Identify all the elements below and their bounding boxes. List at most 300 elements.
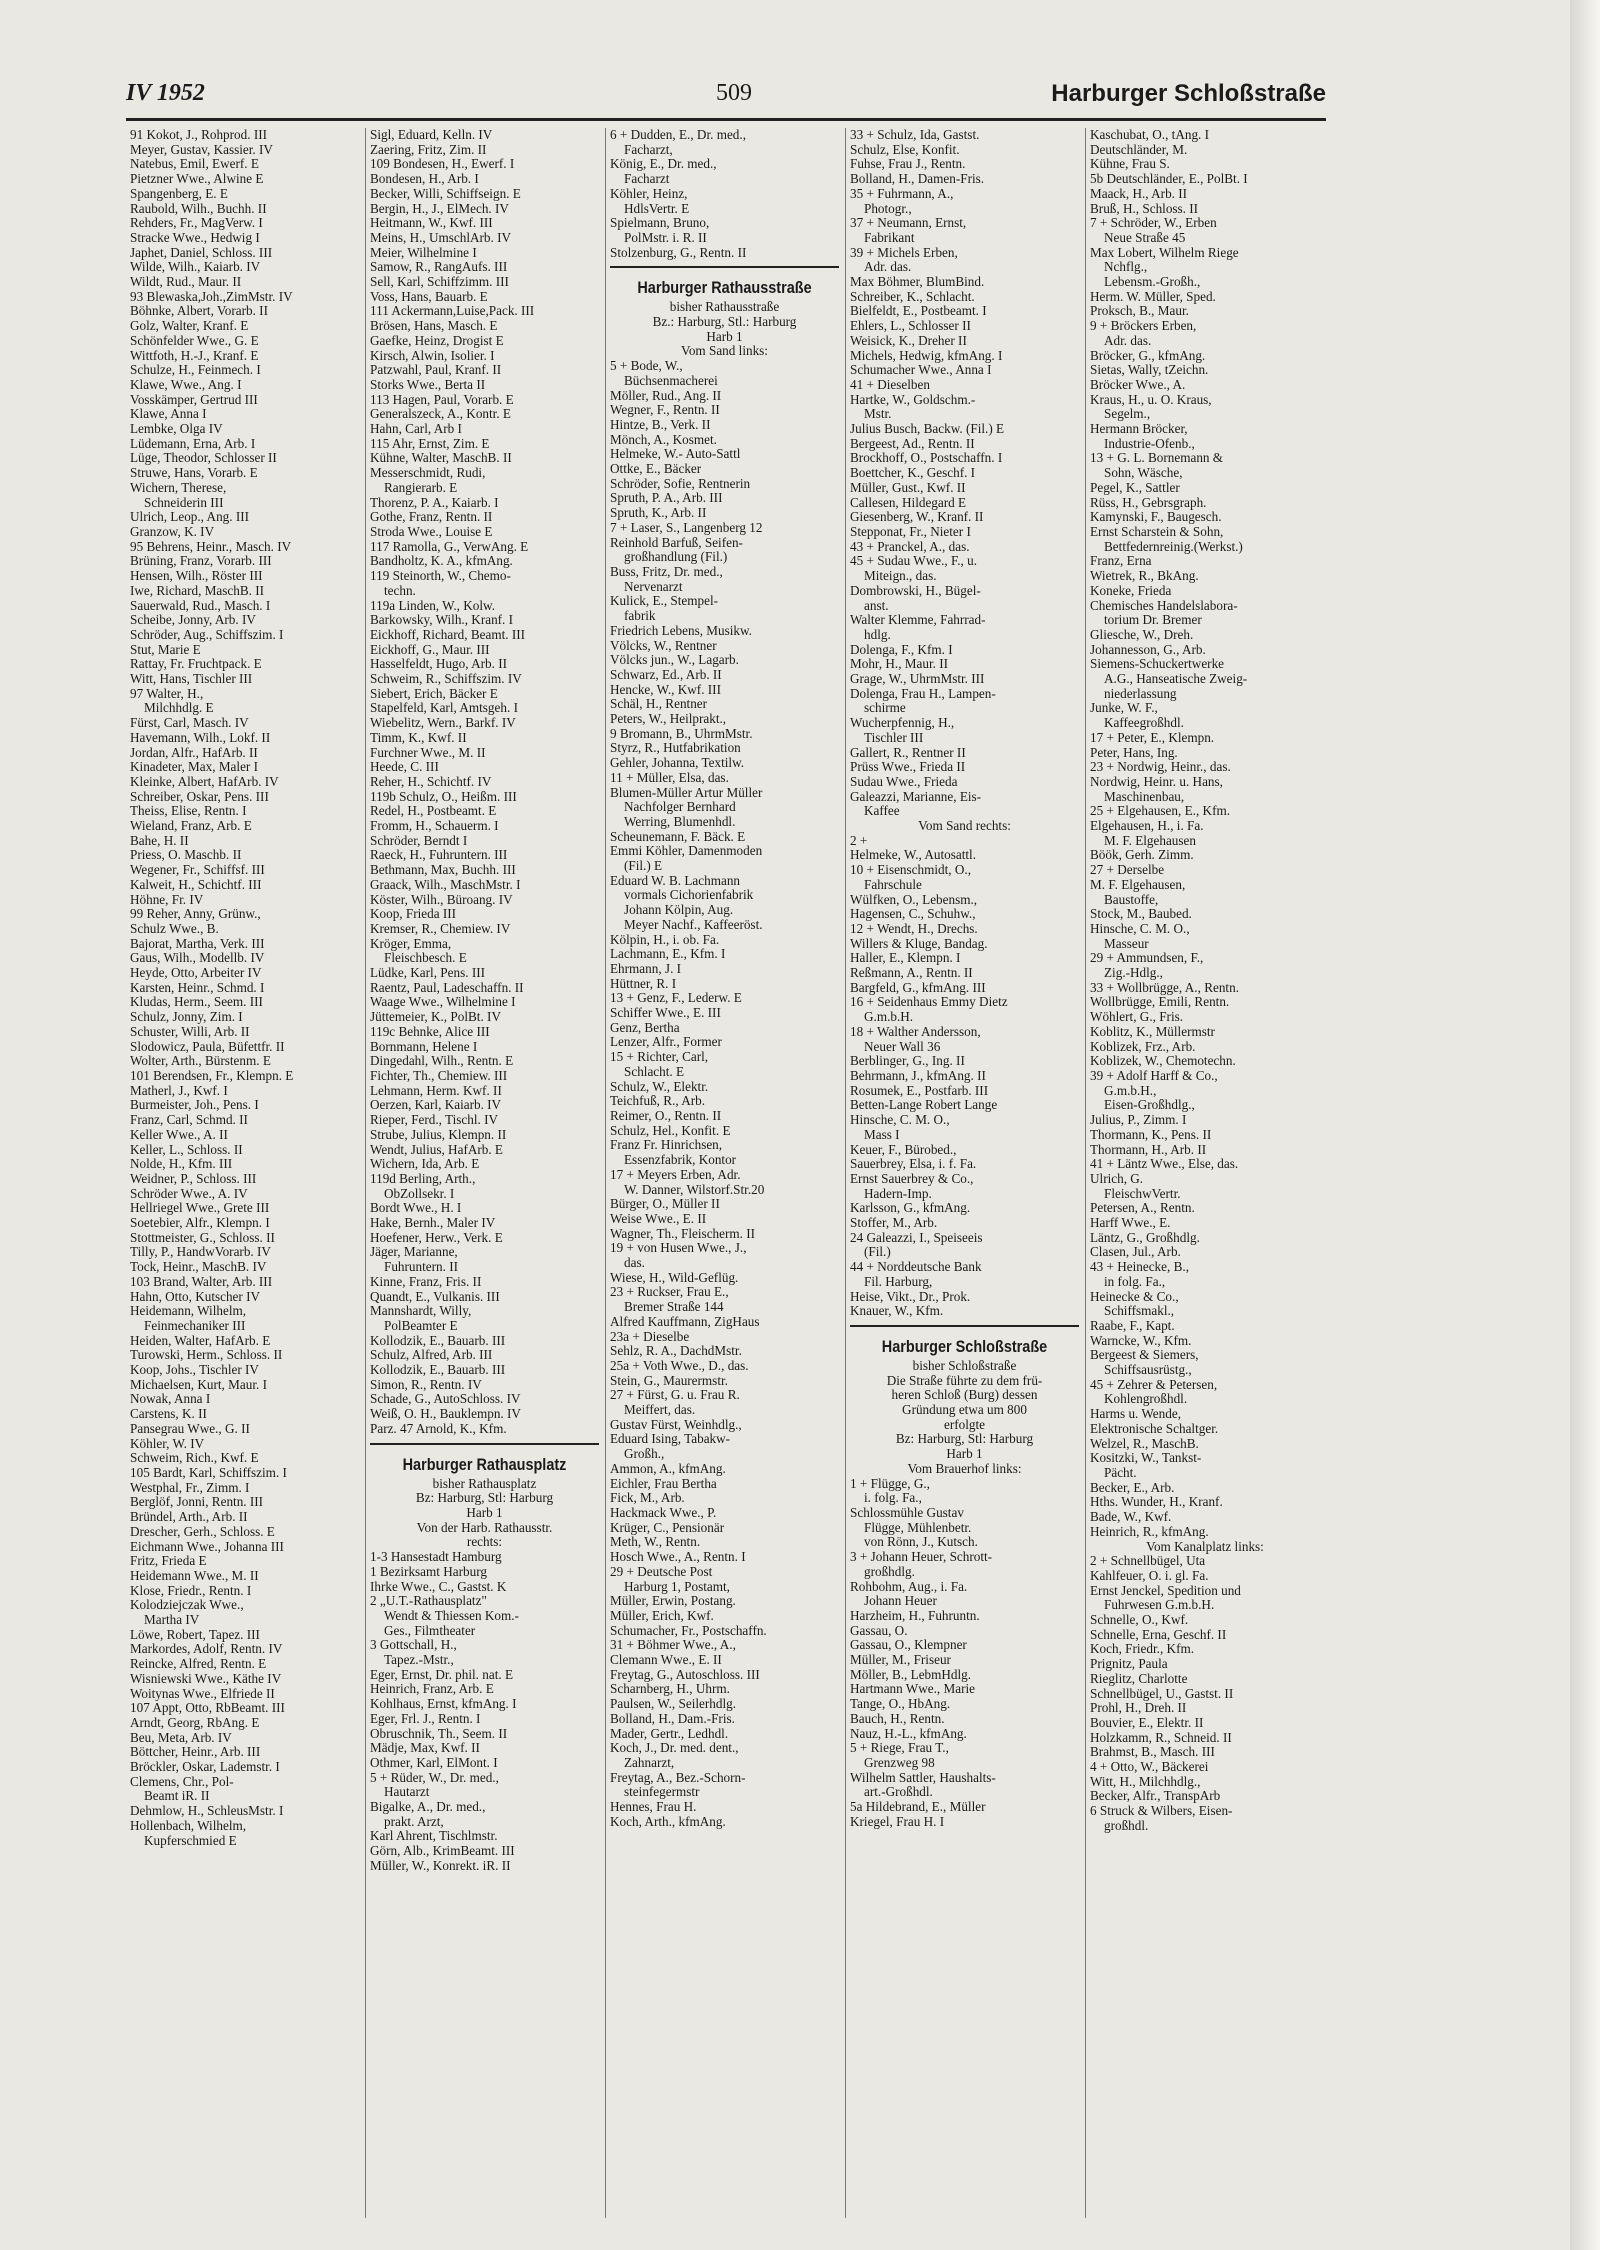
directory-entry: 1 + Flügge, G., xyxy=(850,1476,930,1491)
directory-entry: Kulick, E., Stempel- xyxy=(610,594,719,609)
directory-entry: Hencke, W., Kwf. III xyxy=(610,682,721,697)
street-title: Harburger Rathausplatz xyxy=(402,1454,567,1474)
directory-entry: Parz. 47 Arnold, K., Kfm. xyxy=(370,1421,507,1436)
entry-continuation: Großh., xyxy=(624,1447,665,1462)
directory-entry: 5 + Rüder, W., Dr. med., xyxy=(370,1770,499,1785)
directory-entry: Proksch, B., Maur. xyxy=(1090,304,1189,319)
directory-entry: Oerzen, Karl, Kaiarb. IV xyxy=(370,1098,502,1113)
directory-entry: 35 + Fuhrmann, A., xyxy=(850,186,954,201)
directory-entry: Karl Ahrent, Tischlmstr. xyxy=(370,1829,498,1844)
directory-entry: Sigl, Eduard, Kelln. IV xyxy=(370,128,493,142)
directory-entry: Rohbohm, Aug., i. Fa. xyxy=(850,1579,968,1594)
entry-continuation: Bremer Straße 144 xyxy=(624,1300,724,1315)
directory-entry: Golz, Walter, Kranf. E xyxy=(130,319,249,334)
directory-entry: 2 + xyxy=(850,833,868,848)
directory-entry: Harff Wwe., E. xyxy=(1090,1216,1171,1231)
column-4 xyxy=(846,128,1086,2218)
directory-entry: Michels, Hedwig, kfmAng. I xyxy=(850,348,1003,363)
directory-entry: Messerschmidt, Rudi, xyxy=(370,466,486,481)
directory-entry: Wilhelm Sattler, Haushalts- xyxy=(850,1770,996,1785)
directory-entry: Köster, Wilh., Büroang. IV xyxy=(370,892,513,907)
directory-entry: Klose, Friedr., Rentn. I xyxy=(130,1583,252,1598)
directory-entry: Nauz, H.-L., kfmAng. xyxy=(850,1726,967,1741)
directory-entry: Koneke, Frieda xyxy=(1090,583,1172,598)
section-note: Bz: Harburg, Stl: Harburg xyxy=(415,1491,554,1506)
directory-entry: Weise Wwe., E. II xyxy=(610,1211,707,1226)
directory-entry: Fick, M., Arb. xyxy=(610,1491,685,1506)
directory-entry: 7 + Laser, S., Langenberg 12 xyxy=(610,520,763,535)
directory-entry: Max Böhmer, BlumBind. xyxy=(850,275,985,290)
directory-entry: 5a Hildebrand, E., Müller xyxy=(850,1800,986,1815)
directory-entry: Slodowicz, Paula, Büfettfr. II xyxy=(130,1039,285,1054)
directory-entry: 43 + Heinecke, B., xyxy=(1090,1260,1189,1275)
directory-entry: Hosch Wwe., A., Rentn. I xyxy=(610,1550,746,1565)
directory-entry: Bajorat, Martha, Verk. III xyxy=(130,936,265,951)
directory-entry: Callesen, Hildegard E xyxy=(850,495,967,510)
directory-entry: Julius Busch, Backw. (Fil.) E xyxy=(850,422,1005,437)
entry-continuation: Hautarzt xyxy=(384,1785,430,1800)
directory-entry: Bahe, H. II xyxy=(130,833,189,848)
entry-continuation: hdlg. xyxy=(864,627,891,642)
directory-entry: 15 + Richter, Carl, xyxy=(610,1050,709,1065)
entry-continuation: Nachfolger Bernhard xyxy=(624,800,736,815)
entry-continuation: art.-Großhdl. xyxy=(864,1785,933,1800)
directory-entry: Franz, Carl, Schmd. II xyxy=(130,1113,248,1128)
directory-entry: Ernst Scharstein & Sohn, xyxy=(1090,524,1224,539)
directory-entry: Quandt, E., Vulkanis. III xyxy=(370,1289,500,1304)
section-note: bisher Schloßstraße xyxy=(912,1358,1017,1373)
directory-entry: Markordes, Adolf, Rentn. IV xyxy=(130,1642,283,1657)
directory-entry: 109 Bondesen, H., Ewerf. I xyxy=(370,157,515,172)
directory-entry: Brösen, Hans, Masch. E xyxy=(370,319,498,334)
directory-entry: 23 + Nordwig, Heinr., das. xyxy=(1090,760,1231,775)
directory-entry: Schulz, Hel., Konfit. E xyxy=(610,1123,731,1138)
directory-entry: 17 + Meyers Erben, Adr. xyxy=(610,1167,741,1182)
directory-entry: Freytag, A., Bez.-Schorn- xyxy=(610,1770,746,1785)
directory-entry: Carstens, K. II xyxy=(130,1407,207,1422)
directory-entry: 5 + Bode, W., xyxy=(610,359,683,374)
directory-entry: Ernst Sauerbrey & Co., xyxy=(850,1171,974,1186)
directory-entry: Storks Wwe., Berta II xyxy=(370,377,486,392)
directory-entry: Siemens-Schuckertwerke xyxy=(1090,657,1225,672)
directory-entry: Heinrich, Franz, Arb. E xyxy=(370,1682,494,1697)
directory-entry: 93 Blewaska,Joh.,ZimMstr. IV xyxy=(130,289,293,304)
directory-entry: Görn, Alb., KrimBeamt. III xyxy=(370,1844,515,1859)
directory-entry: Heyde, Otto, Arbeiter IV xyxy=(130,966,262,981)
directory-entry: Heiden, Walter, HafArb. E xyxy=(130,1333,271,1348)
directory-entry: Heidemann Wwe., M. II xyxy=(130,1568,259,1583)
directory-entry: Maack, H., Arb. II xyxy=(1090,186,1188,201)
entry-continuation: Rangierarb. E xyxy=(384,480,458,495)
directory-entry: Schulz, Alfred, Arb. III xyxy=(370,1348,493,1363)
directory-entry: Wittfoth, H.-J., Kranf. E xyxy=(130,348,259,363)
directory-entry: Reinhold Barfuß, Seifen- xyxy=(610,535,743,550)
entry-continuation: Neuer Wall 36 xyxy=(864,1039,941,1054)
entry-continuation: HdlsVertr. E xyxy=(624,201,690,216)
directory-entry: M. F. Elgehausen, xyxy=(1090,877,1186,892)
directory-entry: Blumen-Müller Artur Müller xyxy=(610,785,763,800)
directory-entry: Sell, Karl, Schiffzimm. III xyxy=(370,275,509,290)
directory-entry: 27 + Derselbe xyxy=(1090,863,1165,878)
directory-entry: Walter Klemme, Fahrrad- xyxy=(850,613,986,628)
section-note: Die Straße führte zu dem frü- xyxy=(886,1373,1043,1388)
directory-entry: Weiß, O. H., Bauklempn. IV xyxy=(370,1407,521,1422)
directory-entry: Hoefener, Herw., Verk. E xyxy=(370,1230,503,1245)
directory-entry: Ulrich, G. xyxy=(1090,1171,1144,1186)
directory-entry: Helmeke, W.- Auto-Sattl xyxy=(610,447,741,462)
entry-continuation: Grenzweg 98 xyxy=(864,1755,935,1770)
entry-continuation: Martha IV xyxy=(144,1613,200,1628)
directory-entry: Berblinger, G., Ing. II xyxy=(850,1054,965,1069)
directory-entry: Heitmann, W., Kwf. III xyxy=(370,216,493,231)
directory-entry: Wichern, Therese, xyxy=(130,480,227,495)
directory-entry: 119 Steinorth, W., Chemo- xyxy=(370,569,511,584)
entry-continuation: Fahrschule xyxy=(864,877,922,892)
entry-continuation: G.m.b.H., xyxy=(1104,1083,1157,1098)
directory-entry: Lüge, Theodor, Schlosser II xyxy=(130,451,277,466)
directory-entry: Schade, G., AutoSchloss. IV xyxy=(370,1392,521,1407)
directory-entry: Max Lobert, Wilhelm Riege xyxy=(1090,245,1239,260)
entry-continuation: Photogr., xyxy=(864,201,912,216)
directory-entry: 19 + von Husen Wwe., J., xyxy=(610,1241,747,1256)
directory-entry: Schulze, H., Feinmech. I xyxy=(130,363,261,378)
directory-entry: 29 + Deutsche Post xyxy=(610,1564,713,1579)
directory-entry: Raentz, Paul, Ladeschaffn. II xyxy=(370,980,524,995)
entry-continuation: Schiffsmakl., xyxy=(1104,1304,1175,1319)
directory-entry: 5b Deutschländer, E., PolBt. I xyxy=(1090,172,1248,187)
directory-entry: Bürger, O., Müller II xyxy=(610,1197,720,1212)
entry-continuation: Zig.-Hdlg., xyxy=(1104,966,1163,981)
directory-entry: Helmeke, W., Autosattl. xyxy=(850,848,977,863)
entry-continuation: steinfegermstr xyxy=(624,1785,700,1800)
directory-entry: Nordwig, Heinr. u. Hans, xyxy=(1090,774,1223,789)
directory-entry: Mannshardt, Willy, xyxy=(370,1304,472,1319)
directory-entry: Müller, M., Friseur xyxy=(850,1653,951,1668)
directory-entry: Johannesson, G., Arb. xyxy=(1090,642,1206,657)
directory-entry: Schiffer Wwe., E. III xyxy=(610,1006,721,1021)
directory-entry: 24 Galeazzi, I., Speiseeis xyxy=(850,1230,983,1245)
directory-entry: Samow, R., RangAufs. III xyxy=(370,260,508,275)
directory-entry: Koblitz, K., Müllermstr xyxy=(1090,1024,1215,1039)
directory-entry: Junke, W. F., xyxy=(1090,701,1158,716)
column-1 xyxy=(126,128,366,2218)
entry-continuation: Facharzt xyxy=(624,172,670,187)
directory-entry: Spruth, P. A., Arb. III xyxy=(610,491,723,506)
directory-entry: Bade, W., Kwf. xyxy=(1090,1510,1172,1525)
directory-entry: 95 Behrens, Heinr., Masch. IV xyxy=(130,539,292,554)
directory-entry: Betten-Lange Robert Lange xyxy=(850,1098,998,1113)
directory-entry: 39 + Michels Erben, xyxy=(850,245,958,260)
directory-entry: Klawe, Wwe., Ang. I xyxy=(130,377,242,392)
directory-entry: Gassau, O. xyxy=(850,1623,908,1638)
directory-entry: Kollodzik, E., Bauarb. III xyxy=(370,1363,506,1378)
directory-entry: Wiebelitz, Wern., Barkf. IV xyxy=(370,716,516,731)
directory-entry: Schäl, H., Rentner xyxy=(610,697,708,712)
directory-entry: Harzheim, H., Fuhruntn. xyxy=(850,1608,980,1623)
directory-entry: Kirsch, Alwin, Isolier. I xyxy=(370,348,495,363)
directory-entry: 3 Gottschall, H., xyxy=(370,1638,457,1653)
directory-entry: Simon, R., Rentn. IV xyxy=(370,1377,482,1392)
entry-continuation: Kohlengroßhdl. xyxy=(1104,1392,1188,1407)
directory-entry: Natebus, Emil, Ewerf. E xyxy=(130,157,259,172)
entry-continuation: Miteign., das. xyxy=(864,569,937,584)
directory-entry: Kleinke, Albert, HafArb. IV xyxy=(130,774,279,789)
entry-continuation: Tapez.-Mstr., xyxy=(384,1653,454,1668)
directory-entry: Heidemann, Wilhelm, xyxy=(130,1304,247,1319)
directory-entry: Kludas, Herm., Seem. III xyxy=(130,995,263,1010)
directory-entry: Spruth, K., Arb. II xyxy=(610,506,707,521)
directory-entry: Bethmann, Max, Buchh. III xyxy=(370,863,516,878)
directory-entry: Barkowsky, Wilh., Kranf. I xyxy=(370,613,514,628)
directory-entry: Iwe, Richard, MaschB. II xyxy=(130,583,265,598)
directory-entry: Voss, Hans, Bauarb. E xyxy=(370,289,488,304)
directory-entry: Stolzenburg, G., Rentn. II xyxy=(610,245,747,260)
directory-entry: 18 + Walther Andersson, xyxy=(850,1024,981,1039)
directory-entry: 31 + Böhmer Wwe., A., xyxy=(610,1638,736,1653)
directory-entry: Pegel, K., Sattler xyxy=(1090,480,1180,495)
directory-entry: Wisniewski Wwe., Käthe IV xyxy=(130,1671,282,1686)
directory-entry: Hackmack Wwe., P. xyxy=(610,1505,717,1520)
entry-continuation: Essenzfabrik, Kontor xyxy=(624,1153,737,1168)
directory-entry: Brahmst, B., Masch. III xyxy=(1090,1745,1215,1760)
directory-entry: Timm, K., Kwf. II xyxy=(370,730,467,745)
directory-entry: Nowak, Anna I xyxy=(130,1392,211,1407)
directory-entry: Köhler, W. IV xyxy=(130,1436,205,1451)
directory-entry: Bründel, Arth., Arb. II xyxy=(130,1510,248,1525)
directory-entry: Kriegel, Frau H. I xyxy=(850,1814,945,1829)
entry-continuation: Adr. das. xyxy=(1104,333,1152,348)
directory-entry: Wagner, Th., Fleischerm. II xyxy=(610,1226,756,1241)
directory-entry: Prohl, H., Dreh. II xyxy=(1090,1701,1187,1716)
directory-entry: Böttcher, Heinr., Arb. III xyxy=(130,1745,261,1760)
directory-entry: 117 Ramolla, G., VerwAng. E xyxy=(370,539,529,554)
directory-entry: Matherl, J., Kwf. I xyxy=(130,1083,228,1098)
directory-entry: 2 „U.T.-Rathausplatz" xyxy=(370,1594,487,1609)
directory-entry: Brüning, Franz, Vorarb. III xyxy=(130,554,272,569)
directory-entry: Schröder Wwe., A. IV xyxy=(130,1186,248,1201)
directory-entry: Schreiber, K., Schlacht. xyxy=(850,289,975,304)
entry-continuation: Meyer Nachf., Kaffeeröst. xyxy=(624,917,763,932)
column-2 xyxy=(366,128,606,2218)
directory-entry: Hennes, Frau H. xyxy=(610,1800,697,1815)
directory-entry: Eickhoff, G., Maur. III xyxy=(370,642,490,657)
directory-entry: 97 Walter, H., xyxy=(130,686,204,701)
entry-continuation: Facharzt, xyxy=(624,142,673,157)
directory-entry: Julius, P., Zimm. I xyxy=(1090,1113,1187,1128)
entry-continuation: Nervenarzt xyxy=(624,579,683,594)
directory-entry: 25 + Elgehausen, E., Kfm. xyxy=(1090,804,1231,819)
directory-entry: Wietrek, R., BkAng. xyxy=(1090,569,1199,584)
entry-continuation: Fuhruntern. II xyxy=(384,1260,458,1275)
directory-entry: Schröder, Berndt I xyxy=(370,833,468,848)
directory-entry: Jüttemeier, K., PolBt. IV xyxy=(370,1010,501,1025)
directory-entry: Sehlz, R. A., DachdMstr. xyxy=(610,1344,742,1359)
entry-continuation: Fil. Harburg, xyxy=(864,1274,933,1289)
directory-entry: Kositzki, W., Tankst- xyxy=(1090,1451,1202,1466)
entry-continuation: Lebensm.-Großh., xyxy=(1104,275,1201,290)
directory-entry: Vosskämper, Gertrud III xyxy=(130,392,258,407)
directory-entry: Böök, Gerh. Zimm. xyxy=(1090,848,1194,863)
directory-entry: Dombrowski, H., Bügel- xyxy=(850,583,981,598)
section-note: Harb 1 xyxy=(946,1447,983,1462)
section-note: bisher Rathausplatz xyxy=(432,1476,537,1491)
entry-continuation: Kaffeegroßhdl. xyxy=(1104,716,1184,731)
directory-entry: Läntz, G., Großhdlg. xyxy=(1090,1230,1200,1245)
directory-entry: Stepponat, Fr., Nieter I xyxy=(850,524,971,539)
directory-entry: Herm. W. Müller, Sped. xyxy=(1090,289,1216,304)
entry-continuation: FleischwVertr. xyxy=(1104,1186,1181,1201)
entry-continuation: Schneiderin III xyxy=(144,495,224,510)
directory-entry: Kühne, Walter, MaschB. II xyxy=(370,451,512,466)
directory-entry: 11 + Müller, Elsa, das. xyxy=(610,770,729,785)
directory-entry: Koch, J., Dr. med. dent., xyxy=(610,1741,739,1756)
header-rule xyxy=(126,118,1326,121)
directory-entry: Kohlhaus, Ernst, kfmAng. I xyxy=(370,1697,517,1712)
directory-entry: Kollodzik, E., Bauarb. III xyxy=(370,1333,506,1348)
directory-entry: Fuhse, Frau J., Rentn. xyxy=(850,157,966,172)
entry-continuation: anst. xyxy=(864,598,889,613)
directory-entry: Westphal, Fr., Zimm. I xyxy=(130,1480,250,1495)
directory-entry: Schulz, Jonny, Zim. I xyxy=(130,1010,243,1025)
directory-entry: Franz Fr. Hinrichsen, xyxy=(610,1138,723,1153)
entry-continuation: Kaffee xyxy=(864,804,900,819)
directory-entry: Rattay, Fr. Fruchtpack. E xyxy=(130,657,262,672)
directory-entry: Grage, W., UhrmMstr. III xyxy=(850,672,985,687)
entry-continuation: Hadern-Imp. xyxy=(864,1186,932,1201)
directory-entry: Kolodziejczak Wwe., xyxy=(130,1598,244,1613)
entry-continuation: (Fil.) E xyxy=(624,859,663,874)
directory-entry: Boettcher, K., Geschf. I xyxy=(850,466,976,481)
directory-entry: Höhne, Fr. IV xyxy=(130,892,204,907)
entry-continuation: ObZollsekr. I xyxy=(384,1186,455,1201)
directory-entry: Redel, H., Postbeamt. E xyxy=(370,804,497,819)
entry-continuation: Eisen-Großhdlg., xyxy=(1104,1098,1195,1113)
directory-entry: Rieper, Ferd., Tischl. IV xyxy=(370,1113,499,1128)
entry-continuation: Zahnarzt, xyxy=(624,1755,675,1770)
directory-entry: 27 + Fürst, G. u. Frau R. xyxy=(610,1388,740,1403)
directory-entry: Keuer, F., Bürobed., xyxy=(850,1142,957,1157)
directory-entry: Havemann, Wilh., Lokf. II xyxy=(130,730,271,745)
entry-continuation: torium Dr. Bremer xyxy=(1104,613,1202,628)
directory-entry: Fritz, Frieda E xyxy=(130,1554,207,1569)
directory-entry: Witt, Hans, Tischler III xyxy=(130,672,253,687)
directory-entry: Generalszeck, A., Kontr. E xyxy=(370,407,511,422)
directory-entry: Schweim, R., Schiffszim. IV xyxy=(370,672,522,687)
directory-entry: Hartmann Wwe., Marie xyxy=(850,1682,975,1697)
entry-continuation: G.m.b.H. xyxy=(864,1010,914,1025)
directory-entry: Heinrich, R., kfmAng. xyxy=(1090,1524,1209,1539)
directory-entry: Bruß, H., Schloss. II xyxy=(1090,201,1199,216)
directory-entry: Mader, Gertr., Ledhdl. xyxy=(610,1726,729,1741)
directory-entry: 1-3 Hansestadt Hamburg xyxy=(370,1550,502,1565)
entry-continuation: Johann Heuer xyxy=(864,1594,937,1609)
directory-entry: Kröger, Emma, xyxy=(370,936,452,951)
directory-entry: Gustav Fürst, Weinhdlg., xyxy=(610,1417,742,1432)
directory-entry: Furchner Wwe., M. II xyxy=(370,745,486,760)
directory-entry: Woitynas Wwe., Elfriede II xyxy=(130,1686,275,1701)
entry-continuation: von Rönn, J., Kutsch. xyxy=(864,1535,978,1550)
directory-entry: Kremser, R., Chemiew. IV xyxy=(370,921,511,936)
directory-entry: Reimer, O., Rentn. II xyxy=(610,1109,722,1123)
directory-entry: Müller, Gust., Kwf. II xyxy=(850,480,966,495)
directory-entry: Turowski, Herm., Schloss. II xyxy=(130,1348,283,1363)
directory-entry: Eickhoff, Richard, Beamt. III xyxy=(370,627,526,642)
directory-entry: Clasen, Jul., Arb. xyxy=(1090,1245,1181,1260)
directory-entry: 91 Kokot, J., Rohprod. III xyxy=(130,128,267,142)
directory-entry: Wichern, Ida, Arb. E xyxy=(370,1157,480,1172)
directory-entry: Klawe, Anna I xyxy=(130,407,207,422)
directory-entry: Kinne, Franz, Fris. II xyxy=(370,1274,482,1289)
directory-entry: Meth, W., Rentn. xyxy=(610,1535,701,1550)
directory-entry: 6 Struck & Wilbers, Eisen- xyxy=(1090,1804,1233,1819)
directory-entry: Lembke, Olga IV xyxy=(130,422,223,437)
directory-entry: Drescher, Gerh., Schloss. E xyxy=(130,1524,275,1539)
entry-continuation: Johann Kölpin, Aug. xyxy=(624,903,734,918)
directory-entry: Gallert, R., Rentner II xyxy=(850,745,966,760)
directory-entry: Meier, Wilhelmine I xyxy=(370,245,477,260)
directory-entry: Mädje, Max, Kwf. II xyxy=(370,1741,480,1756)
entry-continuation: großhdlg. xyxy=(864,1564,915,1579)
directory-entry: Welzel, R., MaschB. xyxy=(1090,1436,1199,1451)
directory-entry: Gaefke, Heinz, Drogist E xyxy=(370,333,504,348)
directory-entry: Schnelle, Erna, Geschf. II xyxy=(1090,1627,1227,1642)
entry-continuation: fabrik xyxy=(624,609,656,624)
directory-entry: Fürst, Carl, Masch. IV xyxy=(130,716,249,731)
directory-entry: Hensen, Wilh., Röster III xyxy=(130,569,263,584)
directory-entry: Kahlfeuer, O. i. gl. Fa. xyxy=(1090,1568,1209,1583)
directory-entry: Clemann Wwe., E. II xyxy=(610,1653,722,1668)
directory-entry: Jordan, Alfr., HafArb. II xyxy=(130,745,258,760)
page-edge xyxy=(1570,0,1600,2250)
entry-continuation: in folg. Fa., xyxy=(1104,1274,1166,1289)
directory-entry: Dingedahl, Wilh., Rentn. E xyxy=(370,1054,514,1069)
directory-entry: Dehmlow, H., SchleusMstr. I xyxy=(130,1804,284,1819)
entry-continuation: Nchflg., xyxy=(1104,260,1148,275)
entry-continuation: Adr. das. xyxy=(864,260,912,275)
directory-entry: Hüttner, R. I xyxy=(610,976,677,991)
directory-entry: 105 Bardt, Karl, Schiffszim. I xyxy=(130,1465,287,1480)
directory-entry: Möller, B., LebmHdlg. xyxy=(850,1667,972,1682)
entry-continuation: schirme xyxy=(864,701,906,716)
entry-continuation: (Fil.) xyxy=(864,1245,891,1260)
directory-entry: Ernst Jenckel, Spedition und xyxy=(1090,1583,1241,1598)
directory-entry: Wegener, Fr., Schiffsf. III xyxy=(130,863,265,878)
directory-entry: Koop, Johs., Tischler IV xyxy=(130,1363,259,1378)
directory-entry: 119c Behnke, Alice III xyxy=(370,1024,490,1039)
directory-entry: Jäger, Marianne, xyxy=(370,1245,458,1260)
directory-entry: Schwarz, Ed., Arb. II xyxy=(610,667,722,682)
directory-entry: Ottke, E., Bäcker xyxy=(610,462,702,477)
directory-entry: Eichmann Wwe., Johanna III xyxy=(130,1539,284,1554)
directory-entry: Tock, Heinr., MaschB. IV xyxy=(130,1260,267,1275)
directory-entry: Gothe, Franz, Rentn. II xyxy=(370,510,493,525)
entry-continuation: großhandlung (Fil.) xyxy=(624,550,728,565)
directory-entry: Gaus, Wilh., Modellb. IV xyxy=(130,951,265,966)
entry-continuation: Fleischbesch. E xyxy=(384,951,467,966)
section-rule xyxy=(370,1443,599,1445)
directory-entry: 13 + G. L. Bornemann & xyxy=(1090,451,1224,466)
directory-entry: Fromm, H., Schauerm. I xyxy=(370,819,499,834)
directory-entry: 33 + Schulz, Ida, Gastst. xyxy=(850,128,980,142)
section-note: Bz: Harburg, Stl: Harburg xyxy=(895,1432,1034,1447)
directory-entry: Bandholtz, K. A., kfmAng. xyxy=(370,554,513,569)
directory-entry: Hahn, Otto, Kutscher IV xyxy=(130,1289,261,1304)
directory-entry: 37 + Neumann, Ernst, xyxy=(850,216,967,231)
directory-entry: Löwe, Robert, Tapez. III xyxy=(130,1627,260,1642)
directory-entry: Styrz, R., Hutfabrikation xyxy=(610,741,741,756)
directory-entry: Heede, C. III xyxy=(370,760,439,775)
section-note: Vom Sand links: xyxy=(681,344,768,359)
